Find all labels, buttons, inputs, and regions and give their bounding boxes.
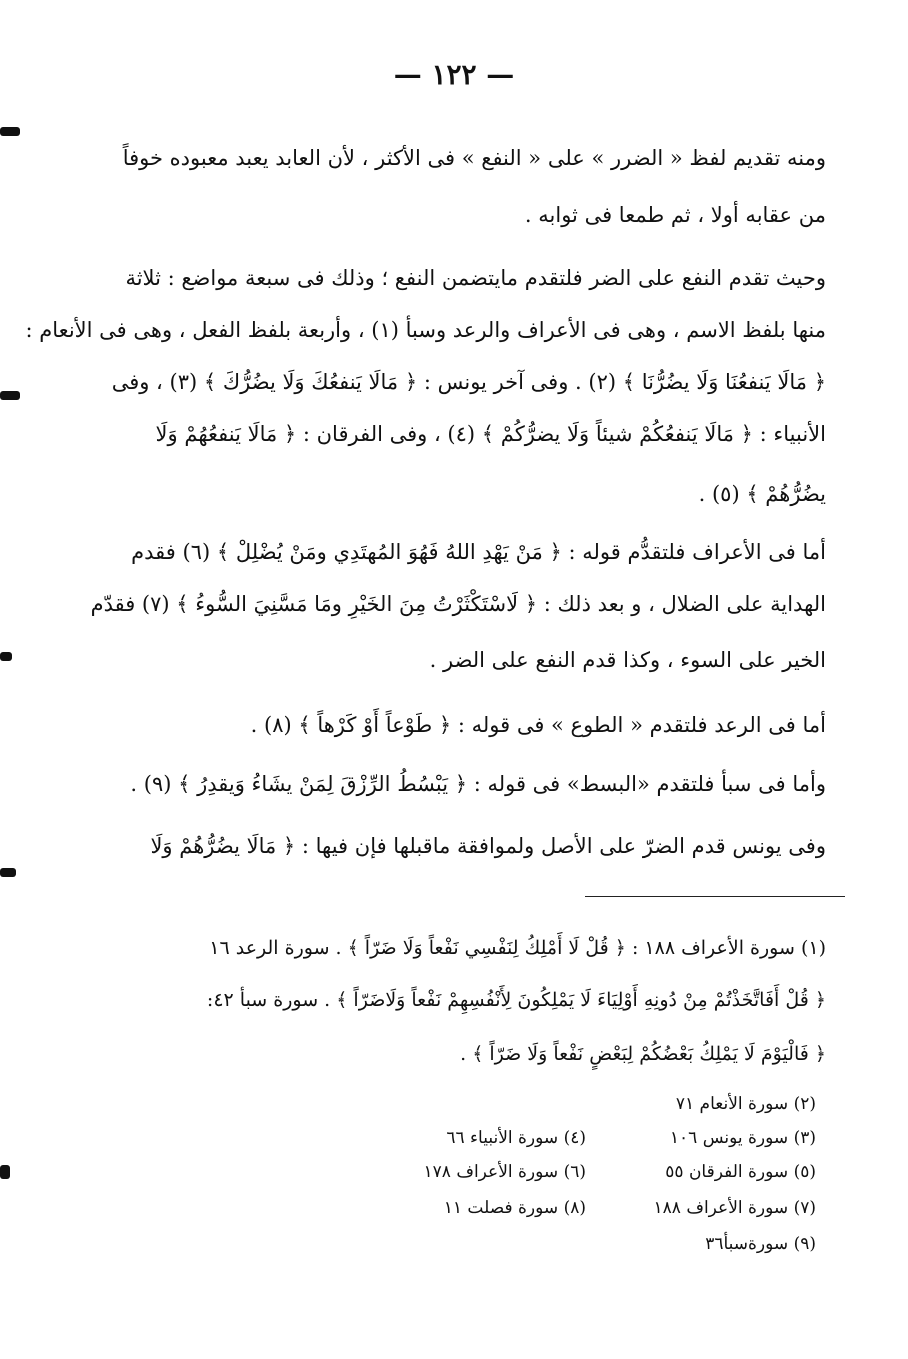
scan-edge-mark — [0, 391, 20, 400]
footnote-ref-number: (٢) — [793, 1094, 816, 1114]
scan-edge-mark — [0, 127, 20, 136]
page-number: — ١٢٢ — — [393, 58, 515, 91]
body-line-8: أما فى الأعراف فلتقدُّم قوله : ﴿ مَنْ يَهْدِ اللهُ فَهُوَ المُهتَدِي ومَنْ يُضْلِلْ ﴾ (٦) فقدم — [131, 540, 826, 564]
footnote-ref-number: (٧) — [793, 1198, 816, 1218]
footnote-ref-4 — [366, 1124, 586, 1152]
footnote-line-1: (١) سورة الأعراف ١٨٨ : ﴿ قُلْ لَا أَمْلِكُ لِنَفْسِي نَفْعاً وَلَا ضَرّاً ﴾ . سورة الرعد ١٦ — [209, 937, 826, 959]
footnote-ref-text: سورة الأعراف ١٧٨ — [423, 1162, 559, 1182]
body-line-9: الهداية على الضلال ، و بعد ذلك : ﴿ لَاسْتَكْثَرْتُ مِنَ الخَيْرِ ومَا مَسَّنِيَ السُّوءُ ﴾ (٧) فقدّم — [90, 592, 826, 616]
footnote-ref-5 — [576, 1158, 816, 1186]
footnote-ref-number: (٤) — [563, 1128, 586, 1148]
scan-edge-mark — [0, 1165, 10, 1179]
body-line-6: الأنبياء : ﴿ مَالَا يَنفعُكُمْ شيئاً وَلَا يضرُّكُمْ ﴾ (٤) ، وفى الفرقان : ﴿ مَالَا يَنفعُهُمْ وَلَا — [155, 422, 826, 446]
footnote-ref-text: سورة الأعراف ١٨٨ — [653, 1198, 789, 1218]
body-line-12: وأما فى سبأ فلتقدم «البسط» فى قوله : ﴿ يَبْسُطُ الرِّزْقَ لِمَنْ يشَاءُ وَيقدِرُ ﴾ (٩) . — [130, 772, 826, 796]
footnote-separator — [585, 896, 845, 897]
body-line-11: أما فى الرعد فلتقدم « الطوع » فى قوله : ﴿ طَوْعاً أَوْ كَرْهاً ﴾ (٨) . — [250, 713, 826, 737]
footnote-ref-9 — [576, 1230, 816, 1258]
body-line-7: يضُرُّهُمْ ﴾ (٥) . — [698, 482, 826, 506]
body-line-2: من عقابه أولا ، ثم طمعا فى ثوابه . — [524, 203, 826, 227]
scan-edge-mark — [0, 652, 12, 661]
body-line-1: ومنه تقديم لفظ « الضرر » على « النفع » فى الأكثر ، لأن العابد يعبد معبوده خوفاً — [122, 146, 826, 170]
footnote-ref-number: (٦) — [563, 1162, 586, 1182]
footnote-ref-number: (٩) — [793, 1234, 816, 1254]
body-line-4: منها بلفظ الاسم ، وهى فى الأعراف والرعد وسبأ (١) ، وأربعة بلفظ الفعل ، وهى فى الأنعام : — [25, 318, 826, 342]
footnote-ref-7 — [576, 1194, 816, 1222]
footnote-ref-number: (٨) — [563, 1198, 586, 1218]
footnote-ref-8 — [366, 1194, 586, 1222]
body-line-10: الخير على السوء ، وكذا قدم النفع على الضر . — [429, 648, 826, 672]
footnote-ref-number: (٣) — [793, 1128, 816, 1148]
footnote-ref-6 — [366, 1158, 586, 1186]
body-line-3: وحيث تقدم النفع على الضر فلتقدم مايتضمن النفع ؛ وذلك فى سبعة مواضع : ثلاثة — [125, 266, 826, 290]
scan-edge-mark — [0, 868, 16, 877]
footnote-line-2: ﴿ قُلْ أَفَاتَّخَذْتُمْ مِنْ دُونِهِ أَوْلِيَاءَ لَا يَمْلِكُونَ لِأَنْفُسِهِمْ نَفْعاً وَلَاضَرّاً ﴾ . سورة سبأ ٤٢: — [206, 989, 826, 1011]
footnote-ref-text: سورة فصلت ١١ — [443, 1198, 559, 1218]
footnote-ref-text: سورة الفرقان ٥٥ — [665, 1162, 789, 1182]
footnote-ref-text: سورةسبأ٣٦ — [705, 1234, 789, 1254]
footnote-ref-text: سورة يونس ١٠٦ — [669, 1128, 789, 1148]
body-line-13: وفى يونس قدم الضرّ على الأصل ولموافقة ماقبلها فإن فيها : ﴿ مَالَا يضُرُّهُمْ وَلَا — [150, 834, 826, 858]
footnote-ref-3 — [576, 1124, 816, 1152]
footnote-ref-text: سورة الأنبياء ٦٦ — [446, 1128, 559, 1148]
body-line-5: ﴿ مَالَا يَنفعُنَا وَلَا يضُرُّنَا ﴾ (٢) . وفى آخر يونس : ﴿ مَالَا يَنفعُكَ وَلَا يضُرُّكَ ﴾ (٣) ، وفى — [111, 370, 826, 394]
footnote-ref-text: سورة الأنعام ٧١ — [675, 1094, 789, 1114]
footnote-ref-2 — [576, 1090, 816, 1118]
footnote-ref-number: (٥) — [793, 1162, 816, 1182]
footnote-line-3: ﴿ فَالْيَوْمَ لَا يَمْلِكُ بَعْضُكُمْ لِبَعْضٍ نَفْعاً وَلَا ضَرّاً ﴾ . — [460, 1043, 826, 1065]
